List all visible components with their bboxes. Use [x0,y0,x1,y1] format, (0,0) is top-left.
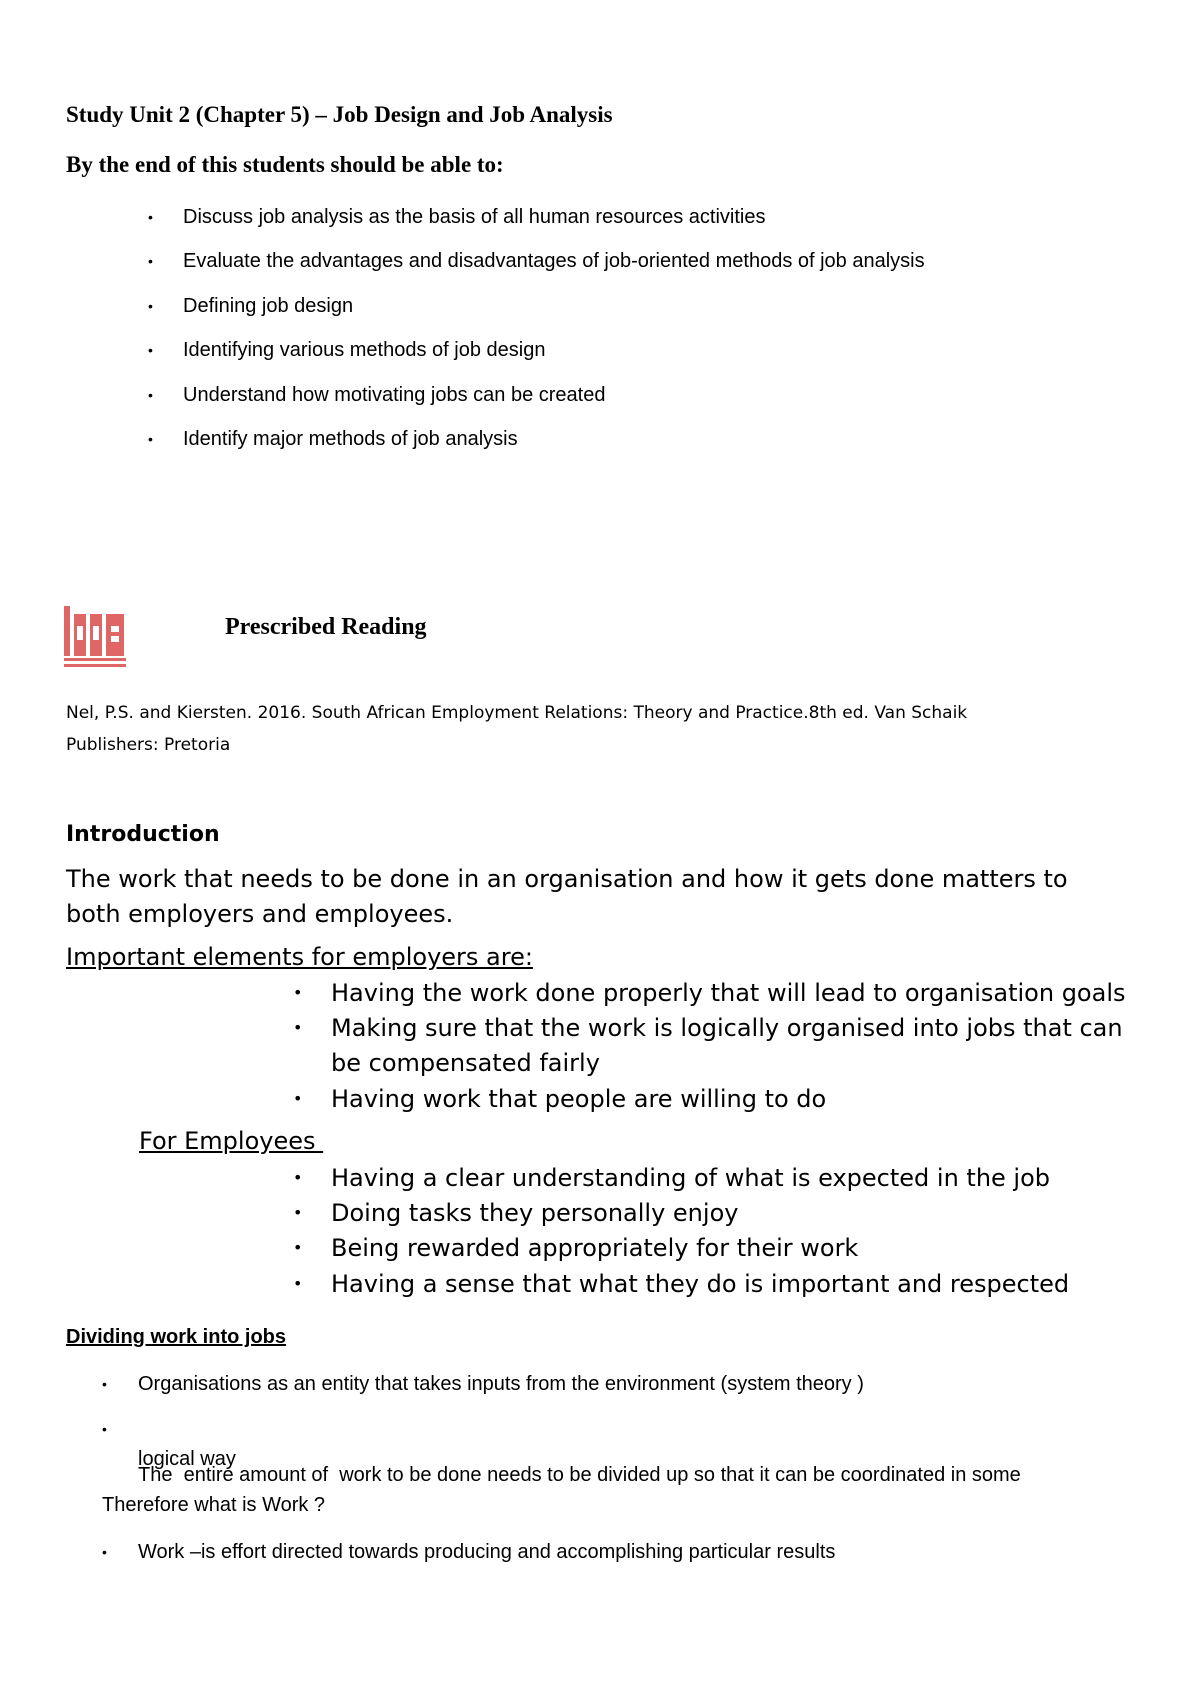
list-item-text: Discuss job analysis as the basis of all human resources activities [183,206,766,228]
employers-heading: Important elements for employers are: [66,943,533,971]
list-item-text: Evaluate the advantages and disadvantages of job-oriented methods of job analysis [183,250,925,272]
section-heading-introduction: Introduction [66,822,220,847]
bullet-icon: • [293,1238,303,1257]
page-title: Study Unit 2 (Chapter 5) – Job Design and Job Analysis [66,102,613,127]
bullet-icon: • [102,1421,107,1437]
list-item-text: Doing tasks they personally enjoy [331,1199,739,1227]
list-item-text: Having a clear understanding of what is expected in the job [331,1164,1051,1192]
list-item-text-continued: logical way [138,1448,236,1470]
reading-title: Prescribed Reading [225,614,427,640]
work-definition: Work –is effort directed towards producing and accomplishing particular results [138,1541,836,1563]
list-item-text: Having the work done properly that will lead to organisation goals [331,979,1126,1007]
bullet-icon: • [148,342,153,358]
bullet-icon: • [293,1018,303,1037]
reading-reference: Nel, P.S. and Kiersten. 2016. South African Employment Relations: Theory and Practice.8th ed. Van Schaik [66,703,968,723]
list-item-text: Defining job design [183,295,354,317]
bullet-icon: • [293,983,303,1002]
work-question: Therefore what is Work ? [102,1494,326,1516]
list-item-text: Identifying various methods of job design [183,339,546,361]
list-item-text-continued: be compensated fairly [331,1049,600,1077]
list-item-text: Understand how motivating jobs can be created [183,384,606,406]
list-item-text: The entire amount of work to be done needs to be divided up so that it can be coordinated in some [138,1464,1021,1486]
bullet-icon: • [102,1376,107,1392]
list-item-text: Identify major methods of job analysis [183,428,518,450]
list-item-text: Having a sense that what they do is important and respected [331,1270,1070,1298]
bullet-icon: • [148,253,153,269]
bullet-icon: • [148,209,153,225]
list-item-text: Having work that people are willing to do [331,1085,827,1113]
bullet-icon: • [148,298,153,314]
bullet-icon: • [293,1203,303,1222]
bullet-icon: • [293,1168,303,1187]
bullet-icon: • [148,387,153,403]
bullet-icon: • [102,1544,107,1560]
list-item-text: Being rewarded appropriately for their work [331,1234,859,1262]
reading-reference-continued: Publishers: Pretoria [66,735,231,755]
intro-paragraph-continued: both employers and employees. [66,900,454,928]
employees-heading: For Employees [139,1127,324,1155]
list-item-text: Making sure that the work is logically organised into jobs that can [331,1014,1123,1042]
list-item-text: Organisations as an entity that takes inputs from the environment (system theory ) [138,1373,864,1395]
books-icon [64,606,126,668]
objectives-intro: By the end of this students should be able to: [66,152,504,177]
bullet-icon: • [293,1274,303,1293]
intro-paragraph: The work that needs to be done in an organisation and how it gets done matters to [66,865,1068,893]
bullet-icon: • [293,1089,303,1108]
bullet-icon: • [148,431,153,447]
section-heading-dividing-work: Dividing work into jobs [66,1326,286,1348]
